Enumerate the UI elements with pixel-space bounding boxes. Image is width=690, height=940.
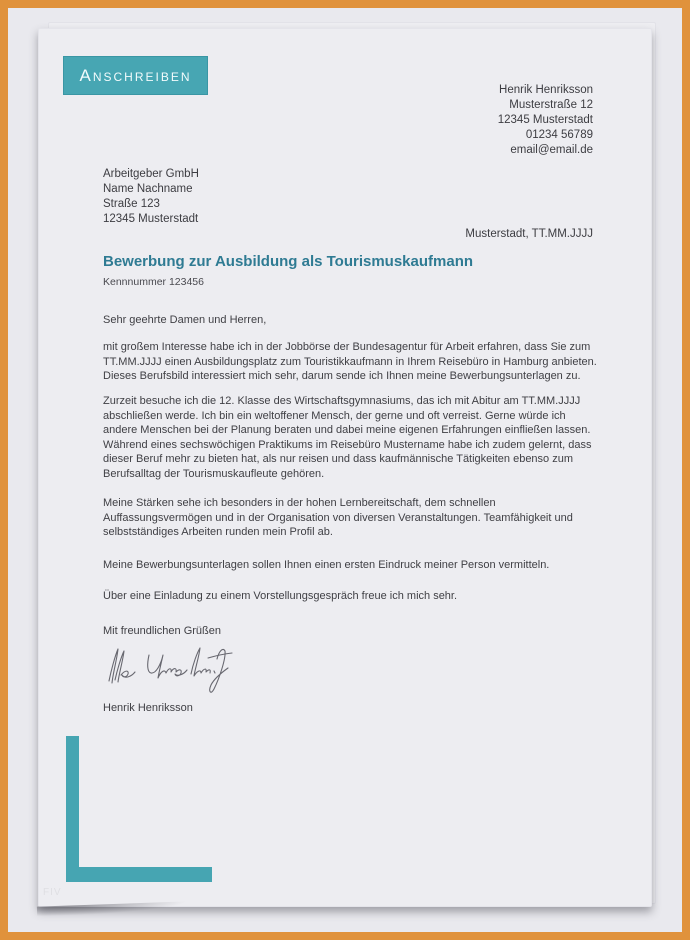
sender-address-block bbox=[498, 83, 593, 158]
corner-decoration-horizontal bbox=[66, 867, 212, 882]
body-paragraph-4: Meine Bewerbungsunterlagen sollen Ihnen einen ersten Eindruck meiner Person vermitteln. bbox=[103, 559, 550, 571]
signature-image bbox=[101, 641, 266, 703]
recipient-name: Name Nachname bbox=[103, 183, 193, 195]
document-type-label bbox=[63, 56, 208, 95]
signer-name: Henrik Henriksson bbox=[103, 702, 193, 714]
sender-email: email@email.de bbox=[510, 144, 593, 156]
sender-street: Musterstraße 12 bbox=[509, 99, 593, 111]
reference-number: Kennnummer 123456 bbox=[103, 276, 204, 288]
subject-title: Bewerbung zur Ausbildung als Tourismuskaufmann bbox=[103, 253, 474, 270]
sender-city: 12345 Musterstadt bbox=[497, 114, 593, 126]
sender-phone: 01234 56789 bbox=[525, 129, 593, 141]
body-paragraph-1: mit großem Interesse habe ich in der Jobbörse der Bundesagentur für Arbeit erfahren, dass Sie zum TT.MM.JJJJ einen Ausbildungsplatz zum Touristikkaufmann in Ihrem Reisebüro in Hamburg anbieten. Dieses Berufsbild interessiert mich sehr, darum sende ich Ihnen meine Bewerbungsunterlagen zu. bbox=[103, 341, 597, 383]
corner-decoration-vertical bbox=[66, 736, 79, 882]
watermark-text: FIV bbox=[43, 887, 62, 898]
letter-page bbox=[38, 28, 652, 907]
recipient-street: Straße 123 bbox=[103, 198, 160, 210]
sender-name: Henrik Henriksson bbox=[499, 84, 593, 96]
closing-regards: Mit freundlichen Grüßen bbox=[103, 625, 221, 637]
document-type-text: Anschreiben bbox=[79, 65, 192, 85]
body-paragraph-2: Zurzeit besuche ich die 12. Klasse des Wirtschaftsgymnasiums, das ich mit Abitur am TT.MM.JJJJ abschließen werde. Ich bin ein weltoffener Mensch, der gerne und oft verreist. Gerne würde ich andere Menschen bei der Planung beraten und dabei meine eigenen Erfahrungen einfließen lassen. Während eines sechswöchigen Praktikums im Reisebüro Mustername habe ich zudem gelernt, dass dieser Beruf mehr zu bieten hat, als nur reisen und dass kaufmännische Tätigkeiten ebenso zum Berufsalltag der Tourismuskaufleute gehören. bbox=[103, 395, 592, 480]
salutation: Sehr geehrte Damen und Herren, bbox=[103, 314, 267, 326]
recipient-city: 12345 Musterstadt bbox=[103, 213, 199, 225]
date-line: Musterstadt, TT.MM.JJJJ bbox=[465, 228, 593, 240]
recipient-company: Arbeitgeber GmbH bbox=[103, 168, 199, 180]
body-paragraph-5: Über eine Einladung zu einem Vorstellungsgespräch freue ich mich sehr. bbox=[103, 590, 458, 602]
handwritten-signature bbox=[101, 641, 266, 708]
recipient-address-block bbox=[103, 167, 199, 227]
subject-block bbox=[103, 253, 603, 288]
body-paragraph-3: Meine Stärken sehe ich besonders in der hohen Lernbereitschaft, dem schnellen Auffassungsvermögen und in der Organisation von diversen Veranstaltungen. Teamfähigkeit und selbstständiges Arbeiten runden mein Profil ab. bbox=[103, 497, 573, 539]
